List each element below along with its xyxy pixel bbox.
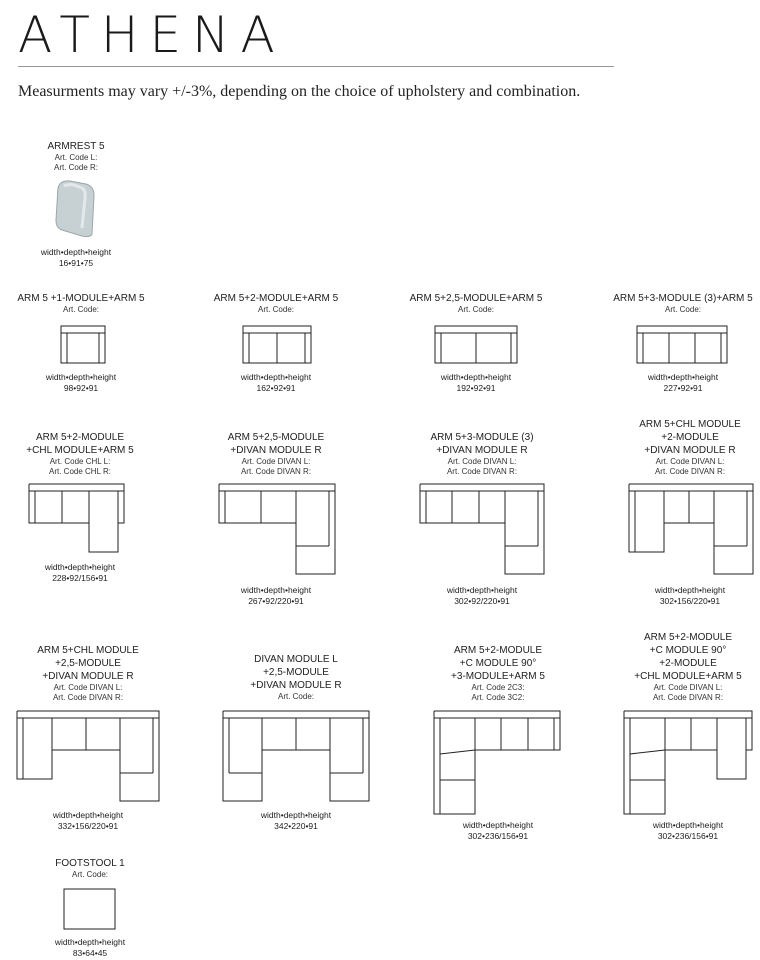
dims-value: 16•91•75	[58, 258, 94, 268]
art-code: Art. Code:	[664, 305, 701, 314]
art-code-r: Art. Code R:	[53, 163, 98, 172]
product-arm5-2module-c90-2module-chl	[618, 631, 758, 703]
title-divider	[18, 66, 614, 67]
dims-arm5-1module	[11, 372, 151, 394]
product-name-line: DIVAN MODULE L	[254, 654, 338, 665]
dims-label: width•depth•height	[52, 810, 124, 820]
product-name: ARM 5+3-MODULE (3)+ARM 5	[613, 293, 753, 304]
dims-value: 83•64•45	[72, 948, 108, 958]
product-name-line: ARM 5+2-MODULE	[35, 432, 125, 443]
product-name-line: +2-MODULE	[661, 432, 719, 443]
art-code-divan-r: Art. Code DIVAN R:	[654, 467, 726, 476]
product-name-line: +DIVAN MODULE R	[436, 445, 528, 456]
dims-label: width•depth•height	[652, 820, 724, 830]
art-code-divan-l: Art. Code DIVAN L:	[447, 457, 517, 466]
dims-value: 98•92•91	[63, 383, 99, 393]
art-code-divan-l: Art. Code DIVAN L:	[241, 457, 311, 466]
dims-label: width•depth•height	[260, 810, 332, 820]
art-code-divan-r: Art. Code DIVAN R:	[240, 467, 312, 476]
product-name-line: +DIVAN MODULE R	[230, 445, 322, 456]
dims-label: width•depth•height	[462, 820, 534, 830]
product-name: ARM 5 +1-MODULE+ARM 5	[17, 293, 145, 304]
product-name: ARMREST 5	[47, 141, 105, 152]
art-code-divan-l: Art. Code DIVAN L:	[655, 457, 725, 466]
art-code: Art. Code:	[257, 305, 294, 314]
dims-label: width•depth•height	[654, 585, 726, 595]
dims-arm5-3module	[606, 372, 760, 394]
dims-arm5-2module-c90-3module	[428, 820, 568, 842]
product-name-line: +2,5-MODULE	[263, 667, 329, 678]
plan-arm5-25module	[434, 325, 518, 365]
product-arm5-2module-c90-3module	[428, 644, 568, 703]
product-arm5-chl-25module-divan	[18, 644, 158, 703]
product-name: FOOTSTOOL 1	[55, 858, 125, 869]
dims-value: 332•156/220•91	[57, 821, 119, 831]
product-name-line: ARM 5+3-MODULE (3)	[430, 432, 534, 443]
product-name: ARM 5+2,5-MODULE+ARM 5	[409, 293, 543, 304]
product-footstool-1	[20, 857, 160, 880]
plan-arm5-2module-chl	[28, 483, 126, 555]
product-name-line: ARM 5+2-MODULE	[643, 632, 733, 643]
plan-arm5-2module	[242, 325, 312, 365]
product-name-line: ARM 5+2,5-MODULE	[227, 432, 325, 443]
armrest-image	[52, 178, 100, 238]
product-arm5-25module	[398, 292, 554, 315]
plan-arm5-2module-c90-2module-chl	[623, 710, 755, 816]
product-arm5-3module-divan	[412, 431, 552, 477]
dims-value: 267•92/220•91	[248, 596, 304, 606]
dims-footstool-1	[20, 937, 160, 959]
art-code: Art. Code:	[62, 305, 99, 314]
plan-arm5-chl-25module-divan	[16, 710, 162, 804]
dims-arm5-2module-c90-2module-chl	[618, 820, 758, 842]
art-code-divan-r: Art. Code DIVAN R:	[652, 693, 724, 702]
product-arm5-2module-chl	[10, 431, 150, 477]
dims-value: 162•92•91	[256, 383, 296, 393]
dims-label: width•depth•height	[240, 372, 312, 382]
plan-footstool-1	[63, 888, 117, 932]
art-code-divan-l: Art. Code DIVAN L:	[53, 683, 123, 692]
product-arm5-chl-2module-divan	[620, 418, 760, 477]
product-name-line: +DIVAN MODULE R	[644, 445, 736, 456]
plan-arm5-3module-divan	[419, 483, 547, 577]
product-name-line: ARM 5+2-MODULE	[453, 645, 543, 656]
dims-arm5-25module-divan	[206, 585, 346, 607]
art-code: Art. Code:	[277, 692, 314, 701]
product-arm5-25module-divan	[206, 431, 346, 477]
dims-arm5-chl-25module-divan	[18, 810, 158, 832]
dims-label: width•depth•height	[647, 372, 719, 382]
dims-value: 302•156/220•91	[659, 596, 721, 606]
dims-label: width•depth•height	[54, 937, 126, 947]
plan-divan-25module-divan	[222, 710, 372, 804]
dims-value: 302•236/156•91	[467, 831, 529, 841]
dims-value: 228•92/156•91	[52, 573, 108, 583]
product-arm5-3module	[606, 292, 760, 315]
dims-label: width•depth•height	[440, 372, 512, 382]
art-code-divan-r: Art. Code DIVAN R:	[52, 693, 124, 702]
plan-arm5-2module-c90-3module	[433, 710, 563, 816]
product-divan-25module-divan	[226, 653, 366, 702]
dims-value: 227•92•91	[663, 383, 703, 393]
art-code: Art. Code:	[71, 870, 108, 879]
dims-label: width•depth•height	[44, 562, 116, 572]
measurement-note: Measurments may vary +/-3%, depending on the choice of upholstery and combination.	[18, 83, 581, 100]
dims-label: width•depth•height	[446, 585, 518, 595]
art-code-l: Art. Code L:	[54, 153, 98, 162]
dims-value: 302•92/220•91	[454, 596, 510, 606]
dims-arm5-25module	[398, 372, 554, 394]
product-name-line: +3-MODULE+ARM 5	[451, 671, 545, 682]
art-code-2c3: Art. Code 2C3:	[471, 683, 525, 692]
dims-arm5-2module-chl	[10, 562, 150, 584]
product-arm5-1module	[11, 292, 151, 315]
dims-value: 302•236/156•91	[657, 831, 719, 841]
product-name: ARM 5+2-MODULE+ARM 5	[213, 293, 339, 304]
dims-value: 192•92•91	[456, 383, 496, 393]
product-name-line: +DIVAN MODULE R	[250, 680, 342, 691]
dims-divan-25module-divan	[226, 810, 366, 832]
product-name-line: ARM 5+CHL MODULE	[639, 419, 741, 430]
product-name-line: ARM 5+CHL MODULE	[37, 645, 139, 656]
art-code-divan-r: Art. Code DIVAN R:	[446, 467, 518, 476]
art-code-divan-l: Art. Code DIVAN L:	[653, 683, 723, 692]
dims-armrest-5	[20, 247, 132, 269]
product-name-line: +CHL MODULE+ARM 5	[634, 671, 742, 682]
product-name-line: +CHL MODULE+ARM 5	[26, 445, 134, 456]
plan-arm5-25module-divan	[218, 483, 338, 577]
art-code: Art. Code:	[457, 305, 494, 314]
plan-arm5-3module	[636, 325, 728, 365]
dims-label: width•depth•height	[45, 372, 117, 382]
plan-arm5-1module	[60, 325, 106, 365]
art-code-chl-r: Art. Code CHL R:	[49, 467, 111, 476]
product-name-line: +2,5-MODULE	[55, 658, 121, 669]
dims-label: width•depth•height	[40, 247, 112, 257]
product-arm5-2module	[200, 292, 352, 315]
dims-arm5-2module	[200, 372, 352, 394]
page-title: ATHENA	[18, 6, 286, 64]
dims-arm5-chl-2module-divan	[620, 585, 760, 607]
product-armrest-5	[20, 140, 132, 173]
dims-arm5-3module-divan	[412, 585, 552, 607]
product-name-line: +C MODULE 90°	[459, 658, 537, 669]
art-code-chl-l: Art. Code CHL L:	[49, 457, 111, 466]
product-name-line: +DIVAN MODULE R	[42, 671, 134, 682]
dims-value: 342•220•91	[274, 821, 318, 831]
art-code-3c2: Art. Code 3C2:	[471, 693, 525, 702]
product-name-line: +2-MODULE	[659, 658, 717, 669]
plan-arm5-chl-2module-divan	[628, 483, 756, 577]
dims-label: width•depth•height	[240, 585, 312, 595]
product-name-line: +C MODULE 90°	[649, 645, 727, 656]
